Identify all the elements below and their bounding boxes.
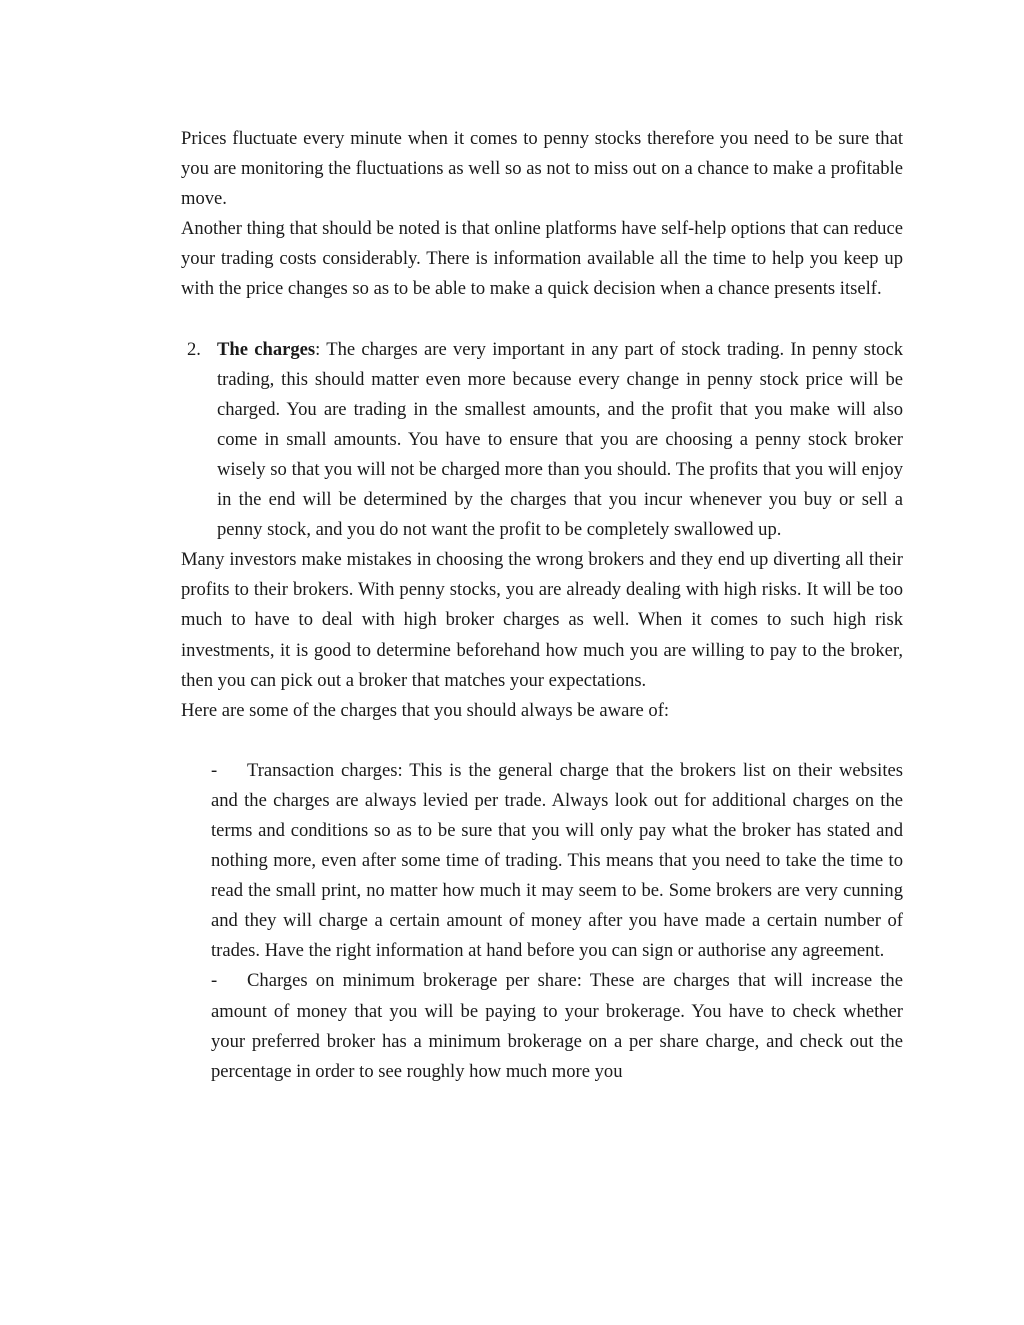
- blank-line: [181, 305, 903, 335]
- numbered-item-text: : The charges are very important in any part of stock trading. In penny stock trading, this should matter even more because every change in penny stock price will be charged. You are trading in the smallest amounts, and the profit that you make will also come in small amounts. You have to ensure that you are choosing a penny stock broker wisely so that you will not be charged more than you should. The profits that you will enjoy in the end will be determined by the charges that you incur whenever you buy or sell a penny stock, and you do not want the profit to be completely swallowed up.: [217, 338, 903, 541]
- list-number: 2.: [187, 338, 201, 360]
- numbered-item-body: [217, 335, 903, 546]
- dash-item-text: Transaction charges: This is the general charge that the brokers list on their websites and the charges are always levied per trade. Always look out for additional charges on the terms and conditions so as to be sure that you will only pay what the broker has stated and nothing more, even after some time of trading. This means that you need to take the time to read the small print, no matter how much it may seem to be. Some brokers are very cunning and they will charge a certain amount of money after you have made a certain number of trades. Have the right information at hand before you can sign or authorise any agreement.: [211, 759, 903, 962]
- paragraph-online-platforms: Another thing that should be noted is that online platforms have self-help options that can reduce your trading costs considerably. There is information available all the time to help you keep up with the price changes so as to be able to make a quick decision when a chance presents itself.: [181, 218, 903, 300]
- paragraph-investor-mistakes: Many investors make mistakes in choosing the wrong brokers and they end up diverting all their profits to their brokers. With penny stocks, you are already dealing with high risks. It will be too much to have to deal with high broker charges as well. When it comes to such high risk investments, it is good to determine beforehand how much you are willing to pay to the broker, then you can pick out a broker that matches your expectations.: [181, 549, 903, 691]
- paragraph-charges-intro: Here are some of the charges that you should always be aware of:: [181, 699, 670, 721]
- numbered-item-charges: [187, 335, 903, 546]
- dash-marker: -: [211, 759, 218, 781]
- dash-item-transaction-charges: [211, 756, 903, 967]
- document-page: [181, 124, 903, 1087]
- dash-marker: -: [211, 970, 218, 992]
- dash-item-minimum-brokerage: [211, 966, 903, 1086]
- numbered-item-heading: The charges: [217, 338, 316, 360]
- blank-line: [181, 726, 903, 756]
- dash-item-text: Charges on minimum brokerage per share: These are charges that will increase the amount of money that you will be paying to your brokerage. You have to check whether your preferred broker has a minimum brokerage on a per share charge, and check out the percentage in order to see roughly how much more you: [211, 970, 903, 1082]
- paragraph-price-fluctuation: Prices fluctuate every minute when it comes to penny stocks therefore you need to be sure that you are monitoring the fluctuations as well so as not to miss out on a chance to make a profitable move.: [181, 128, 903, 210]
